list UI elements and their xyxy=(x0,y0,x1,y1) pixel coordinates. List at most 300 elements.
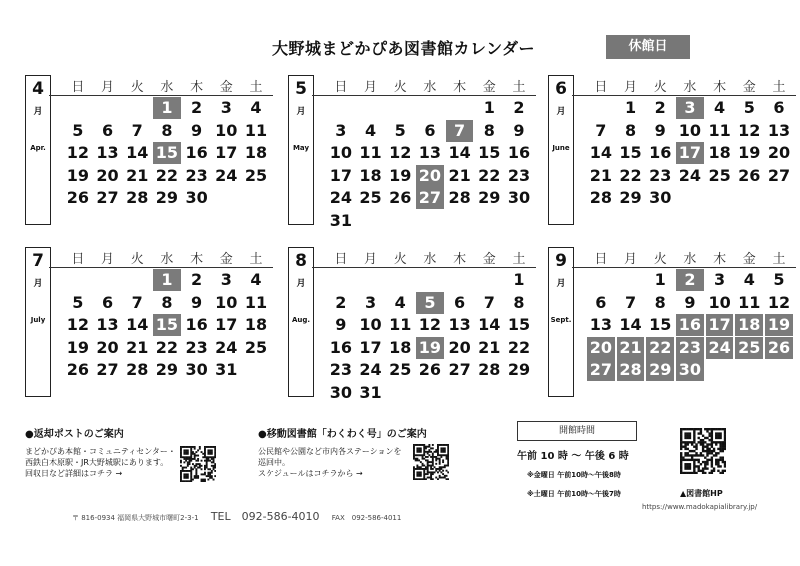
empty-day-cell xyxy=(445,210,475,232)
closed-day-cell: 26 xyxy=(765,337,793,359)
empty-day-cell xyxy=(93,269,123,291)
day-cell: 29 xyxy=(478,188,501,207)
day-cell: 22 xyxy=(507,337,531,357)
month-number: 4 xyxy=(32,79,44,99)
week-row xyxy=(586,97,794,120)
day-cell: 17 xyxy=(359,337,382,357)
empty-day-cell xyxy=(326,97,356,119)
closed-day-cell: 21 xyxy=(617,337,645,359)
week-row xyxy=(63,120,271,143)
weekday-label: 日 xyxy=(594,252,608,267)
day-cell: 19 xyxy=(66,337,89,357)
day-cell: 19 xyxy=(66,165,89,185)
weekday-label: 日 xyxy=(334,80,348,95)
weekday-label: 水 xyxy=(423,252,437,267)
month-english: May xyxy=(292,144,310,152)
day-cell: 28 xyxy=(589,188,612,207)
day-cell: 22 xyxy=(155,337,179,357)
month-english: June xyxy=(552,144,570,152)
month-calendar xyxy=(288,75,531,230)
weekday-header xyxy=(63,76,271,94)
closed-day-cell: 27 xyxy=(416,187,444,209)
day-cell: 10 xyxy=(359,315,382,334)
day-cell: 11 xyxy=(708,120,731,140)
day-cell: 6 xyxy=(101,120,114,140)
day-cell: 11 xyxy=(389,315,412,334)
day-cell: 7 xyxy=(131,120,143,140)
day-cell: 27 xyxy=(767,165,791,185)
weekday-label: 金 xyxy=(482,252,496,267)
day-cell: 3 xyxy=(220,98,232,117)
closed-day-cell: 7 xyxy=(446,120,474,142)
closed-day-cell: 20 xyxy=(416,165,444,187)
month-english: Aug. xyxy=(291,316,311,324)
empty-day-cell xyxy=(474,382,504,404)
day-cell: 8 xyxy=(161,292,173,312)
weekday-label: 月 xyxy=(624,80,638,95)
day-cell: 12 xyxy=(738,120,761,140)
closed-day-cell: 27 xyxy=(587,359,615,381)
empty-day-cell xyxy=(734,187,764,209)
day-cell: 24 xyxy=(329,188,352,207)
day-cell: 25 xyxy=(244,165,268,185)
day-cell: 13 xyxy=(96,143,119,162)
day-cell: 14 xyxy=(126,315,149,334)
weekday-label: 日 xyxy=(594,80,608,95)
closed-day-cell: 18 xyxy=(735,314,763,336)
weekday-label: 火 xyxy=(653,80,667,95)
weekday-label: 木 xyxy=(453,80,467,95)
month-label-box xyxy=(25,247,51,397)
month-kanji: 月 xyxy=(556,107,566,117)
day-cell: 2 xyxy=(191,98,203,117)
weekday-label: 月 xyxy=(101,80,115,95)
closed-day-cell: 1 xyxy=(153,97,181,119)
empty-day-cell xyxy=(474,269,504,291)
week-row xyxy=(586,337,794,360)
month-label-box xyxy=(548,247,574,397)
weekday-divider xyxy=(312,95,536,96)
closed-day-legend: 休館日 xyxy=(606,35,690,59)
weekday-divider xyxy=(312,267,536,268)
day-cell: 12 xyxy=(767,292,791,312)
empty-day-cell xyxy=(241,359,271,381)
closed-day-cell: 29 xyxy=(646,359,674,381)
day-cell: 7 xyxy=(131,292,143,312)
weekday-label: 水 xyxy=(683,252,697,267)
day-cell: 21 xyxy=(126,165,149,185)
month-calendar xyxy=(548,247,791,397)
day-cell: 9 xyxy=(513,120,525,140)
month-english: Sept. xyxy=(550,316,572,324)
day-cell: 9 xyxy=(191,292,203,312)
return-post-link[interactable]: 回収日など詳細はコチラ → xyxy=(25,469,123,478)
mobile-library-qr-icon[interactable] xyxy=(413,444,449,480)
week-row xyxy=(326,165,534,188)
weekday-label: 土 xyxy=(772,80,786,95)
month-calendar xyxy=(548,75,791,225)
day-cell: 10 xyxy=(329,143,352,162)
return-post-text-1: まどかぴあ本館・コミュニティセンター・ xyxy=(25,447,176,456)
day-cell: 3 xyxy=(364,292,377,312)
week-row xyxy=(326,359,534,382)
month-kanji: 月 xyxy=(556,279,566,289)
day-cell: 1 xyxy=(624,98,637,117)
day-cell: 4 xyxy=(364,120,377,140)
day-cell: 13 xyxy=(418,143,442,162)
month-calendar xyxy=(288,247,531,402)
day-cell: 17 xyxy=(215,143,238,162)
closed-day-cell: 15 xyxy=(153,142,181,164)
closed-day-cell: 28 xyxy=(617,359,645,381)
day-cell: 8 xyxy=(654,292,666,312)
weekday-label: 月 xyxy=(101,252,115,267)
week-row xyxy=(586,292,794,315)
month-calendar xyxy=(25,75,268,225)
weekday-label: 水 xyxy=(423,80,437,95)
day-cell: 14 xyxy=(478,315,501,334)
weekday-label: 金 xyxy=(742,252,756,267)
day-cell: 13 xyxy=(96,315,119,334)
empty-day-cell xyxy=(415,210,445,232)
day-cell: 28 xyxy=(448,188,471,207)
day-cell: 18 xyxy=(244,143,268,162)
month-english: July xyxy=(30,316,46,324)
library-hp-qr-icon[interactable] xyxy=(680,428,726,474)
week-row xyxy=(326,97,534,120)
mobile-library-link[interactable]: スケジュールはコチラから → xyxy=(258,469,363,478)
day-cell: 6 xyxy=(101,292,114,312)
empty-day-cell xyxy=(445,382,475,404)
week-row xyxy=(63,97,271,120)
week-row xyxy=(326,292,534,315)
day-cell: 21 xyxy=(589,165,612,185)
day-cell: 6 xyxy=(595,292,607,312)
day-grid xyxy=(586,97,794,210)
day-cell: 31 xyxy=(329,210,352,230)
day-cell: 18 xyxy=(359,165,382,185)
weekday-label: 火 xyxy=(393,252,407,267)
closed-day-cell: 2 xyxy=(676,269,704,291)
week-row xyxy=(63,337,271,360)
day-cell: 30 xyxy=(649,188,672,207)
month-label-box xyxy=(548,75,574,225)
weekday-label: 火 xyxy=(130,252,144,267)
week-row xyxy=(586,359,794,382)
empty-day-cell xyxy=(415,382,445,404)
day-cell: 26 xyxy=(389,188,412,207)
empty-day-cell xyxy=(415,97,445,119)
weekday-divider xyxy=(572,267,796,268)
week-row xyxy=(63,269,271,292)
day-cell: 2 xyxy=(335,292,347,312)
month-label-box xyxy=(25,75,51,225)
weekday-label: 火 xyxy=(393,80,407,95)
day-cell: 8 xyxy=(483,120,495,140)
weekday-label: 木 xyxy=(190,252,204,267)
week-row xyxy=(63,187,271,210)
mobile-library-text-2: 巡回中。 xyxy=(258,458,290,467)
day-cell: 30 xyxy=(185,360,208,379)
day-cell: 6 xyxy=(773,98,785,117)
return-post-qr-icon[interactable] xyxy=(180,446,216,482)
closed-day-cell: 17 xyxy=(676,142,704,164)
day-cell: 14 xyxy=(448,143,471,162)
day-cell: 29 xyxy=(155,188,179,207)
day-cell: 8 xyxy=(161,120,173,140)
day-grid xyxy=(326,269,534,404)
day-cell: 20 xyxy=(767,143,791,162)
empty-day-cell xyxy=(385,97,415,119)
day-cell: 25 xyxy=(244,337,268,357)
week-row xyxy=(63,314,271,337)
closed-day-cell: 30 xyxy=(676,359,704,381)
closed-day-cell: 22 xyxy=(646,337,674,359)
weekday-label: 木 xyxy=(453,252,467,267)
month-number: 6 xyxy=(555,79,567,99)
day-cell: 2 xyxy=(191,270,203,289)
day-cell: 5 xyxy=(72,120,84,140)
weekday-divider xyxy=(49,95,273,96)
day-cell: 10 xyxy=(215,292,238,312)
footer-address: 〒 816-0934 福岡県大野城市曙町2-3-1 xyxy=(72,514,199,522)
day-cell: 12 xyxy=(66,143,89,162)
empty-day-cell xyxy=(764,187,794,209)
week-row xyxy=(326,314,534,337)
day-cell: 8 xyxy=(624,120,637,140)
day-cell: 26 xyxy=(738,165,761,185)
return-post-section xyxy=(25,425,176,479)
day-cell: 15 xyxy=(619,143,642,162)
day-cell: 31 xyxy=(359,382,382,402)
day-cell: 13 xyxy=(448,315,471,334)
day-cell: 29 xyxy=(619,188,642,207)
weekday-label: 木 xyxy=(713,252,727,267)
day-cell: 21 xyxy=(448,165,471,185)
weekday-label: 土 xyxy=(249,252,263,267)
closed-day-cell: 16 xyxy=(676,314,704,336)
empty-day-cell xyxy=(675,187,705,209)
empty-day-cell xyxy=(211,187,241,209)
month-kanji: 月 xyxy=(33,107,43,117)
weekday-label: 日 xyxy=(71,252,85,267)
day-cell: 4 xyxy=(394,292,406,312)
day-cell: 1 xyxy=(483,98,495,117)
day-cell: 20 xyxy=(96,337,119,357)
week-row xyxy=(63,292,271,315)
day-cell: 17 xyxy=(329,165,352,185)
library-url[interactable]: https://www.madokapialibrary.jp/ xyxy=(642,503,758,511)
day-cell: 13 xyxy=(767,120,791,140)
day-cell: 11 xyxy=(244,292,268,312)
day-cell: 22 xyxy=(155,165,179,185)
day-cell: 30 xyxy=(507,188,531,207)
day-cell: 23 xyxy=(649,165,672,185)
weekday-label: 日 xyxy=(71,80,85,95)
day-cell: 6 xyxy=(424,120,436,140)
day-cell: 16 xyxy=(185,143,208,162)
day-cell: 23 xyxy=(185,337,208,357)
empty-day-cell xyxy=(122,97,152,119)
day-cell: 21 xyxy=(126,337,149,357)
day-cell: 26 xyxy=(66,360,89,379)
closed-day-cell: 5 xyxy=(416,292,444,314)
week-row xyxy=(586,142,794,165)
day-cell: 12 xyxy=(418,315,442,334)
weekday-divider xyxy=(572,95,796,96)
month-calendar xyxy=(25,247,268,397)
weekday-header xyxy=(586,248,794,266)
empty-day-cell xyxy=(764,359,794,381)
day-grid xyxy=(326,97,534,232)
month-kanji: 月 xyxy=(296,107,306,117)
day-cell: 5 xyxy=(72,292,84,312)
day-cell: 7 xyxy=(595,120,607,140)
day-cell: 2 xyxy=(654,98,666,117)
day-cell: 3 xyxy=(335,120,347,140)
day-cell: 20 xyxy=(448,337,471,357)
day-cell: 29 xyxy=(155,360,179,379)
closed-day-cell: 19 xyxy=(765,314,793,336)
empty-day-cell xyxy=(734,359,764,381)
closed-day-cell: 25 xyxy=(735,337,763,359)
week-row xyxy=(326,382,534,405)
day-cell: 4 xyxy=(250,98,262,117)
day-cell: 3 xyxy=(714,270,726,289)
empty-day-cell xyxy=(616,269,646,291)
day-cell: 28 xyxy=(126,188,149,207)
day-cell: 3 xyxy=(220,270,232,289)
day-cell: 9 xyxy=(335,315,347,334)
weekday-label: 金 xyxy=(219,80,233,95)
weekday-label: 土 xyxy=(512,252,526,267)
closed-day-cell: 1 xyxy=(153,269,181,291)
day-cell: 25 xyxy=(389,360,412,379)
qr-label: ▲図書館HP xyxy=(680,489,723,498)
closed-day-cell: 24 xyxy=(706,337,734,359)
day-cell: 6 xyxy=(454,292,466,312)
day-cell: 16 xyxy=(185,315,208,334)
empty-day-cell xyxy=(356,97,386,119)
day-cell: 15 xyxy=(649,315,672,334)
weekday-label: 火 xyxy=(653,252,667,267)
day-cell: 20 xyxy=(96,165,119,185)
day-cell: 4 xyxy=(743,270,755,289)
day-cell: 22 xyxy=(619,165,642,185)
weekday-label: 月 xyxy=(364,252,378,267)
footer-tel: TEL 092-586-4010 xyxy=(210,510,320,523)
empty-day-cell xyxy=(586,97,616,119)
week-row xyxy=(326,142,534,165)
day-cell: 4 xyxy=(250,270,262,289)
day-cell: 18 xyxy=(244,315,268,334)
day-cell: 11 xyxy=(359,143,382,162)
empty-day-cell xyxy=(385,382,415,404)
weekday-divider xyxy=(49,267,273,268)
day-cell: 9 xyxy=(684,292,696,312)
weekday-label: 土 xyxy=(772,252,786,267)
day-cell: 23 xyxy=(507,165,531,185)
week-row xyxy=(326,269,534,292)
month-number: 9 xyxy=(555,251,567,271)
weekday-label: 月 xyxy=(364,80,378,95)
closed-day-cell: 3 xyxy=(676,97,704,119)
weekday-label: 水 xyxy=(160,252,174,267)
week-row xyxy=(63,359,271,382)
day-cell: 31 xyxy=(215,360,238,379)
day-cell: 27 xyxy=(448,360,471,379)
empty-day-cell xyxy=(326,269,356,291)
empty-day-cell xyxy=(445,269,475,291)
day-cell: 21 xyxy=(478,337,501,357)
day-cell: 25 xyxy=(708,165,731,185)
day-cell: 11 xyxy=(244,120,268,140)
day-cell: 12 xyxy=(389,143,412,162)
closed-day-cell: 19 xyxy=(416,337,444,359)
hours-main: 午前 10 時 〜 午後 6 時 xyxy=(517,451,629,462)
day-cell: 8 xyxy=(513,292,525,312)
day-grid xyxy=(586,269,794,382)
empty-day-cell xyxy=(356,210,386,232)
day-cell: 16 xyxy=(329,337,352,357)
weekday-label: 水 xyxy=(683,80,697,95)
day-cell: 1 xyxy=(654,270,666,289)
day-cell: 27 xyxy=(96,360,119,379)
week-row xyxy=(63,165,271,188)
week-row xyxy=(586,187,794,210)
week-row xyxy=(586,165,794,188)
day-grid xyxy=(63,269,271,382)
month-kanji: 月 xyxy=(33,279,43,289)
day-cell: 18 xyxy=(389,337,412,357)
week-row xyxy=(326,337,534,360)
day-cell: 30 xyxy=(185,188,208,207)
day-cell: 9 xyxy=(654,120,666,140)
empty-day-cell xyxy=(93,97,123,119)
weekday-label: 木 xyxy=(713,80,727,95)
day-cell: 10 xyxy=(215,120,238,140)
day-cell: 24 xyxy=(215,165,238,185)
closed-day-cell: 20 xyxy=(587,337,615,359)
month-kanji: 月 xyxy=(296,279,306,289)
empty-day-cell xyxy=(385,210,415,232)
weekday-label: 土 xyxy=(249,80,263,95)
day-cell: 14 xyxy=(589,143,612,162)
week-row xyxy=(326,210,534,233)
day-cell: 2 xyxy=(513,98,525,117)
empty-day-cell xyxy=(356,269,386,291)
mobile-library-text-1: 公民館や公園など市内各ステーションを xyxy=(258,447,402,456)
hours-note-friday: ※金曜日 午前10時〜午後8時 xyxy=(527,471,621,479)
weekday-label: 水 xyxy=(160,80,174,95)
week-row xyxy=(63,142,271,165)
day-cell: 5 xyxy=(743,98,755,117)
weekday-label: 木 xyxy=(190,80,204,95)
month-label-box xyxy=(288,247,314,397)
day-cell: 4 xyxy=(714,98,726,117)
mobile-library-heading: ●移動図書館「わくわく号」のご案内 xyxy=(258,429,427,440)
weekday-label: 火 xyxy=(130,80,144,95)
day-cell: 12 xyxy=(66,315,89,334)
weekday-label: 金 xyxy=(742,80,756,95)
week-row xyxy=(586,314,794,337)
empty-day-cell xyxy=(63,97,93,119)
day-cell: 28 xyxy=(126,360,149,379)
day-cell: 19 xyxy=(738,143,761,162)
empty-day-cell xyxy=(705,187,735,209)
closed-day-cell: 17 xyxy=(706,314,734,336)
day-cell: 1 xyxy=(513,270,525,289)
